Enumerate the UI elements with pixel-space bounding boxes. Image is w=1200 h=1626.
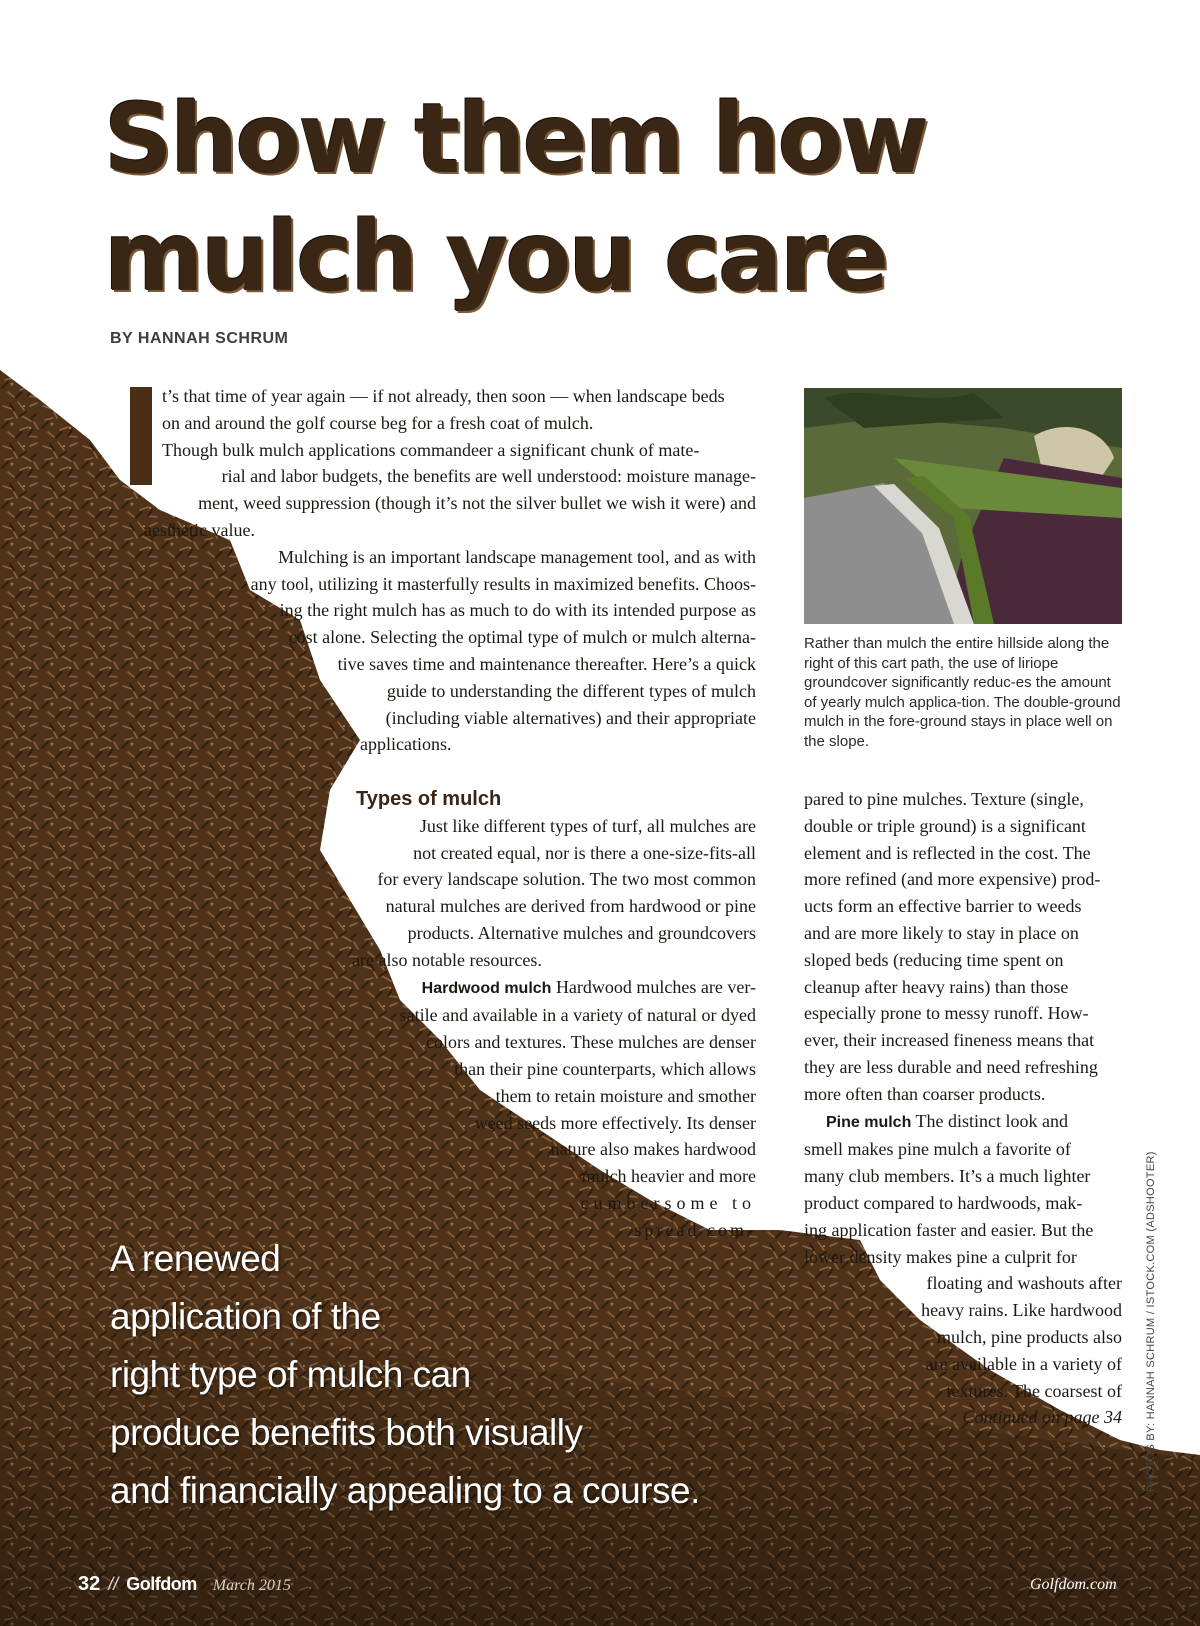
text-line: Though bulk mulch applications commandeer a significant chunk of mate- <box>162 439 700 460</box>
text-line: especially prone to messy runoff. How- <box>804 1003 1089 1024</box>
pull-quote-line: and financially appealing to a course. <box>110 1470 700 1511</box>
text-line: mulch heavier and more <box>581 1166 756 1187</box>
continued-note: Continued on page 34 <box>962 1407 1122 1428</box>
text-line: heavy rains. Like hardwood <box>921 1300 1122 1321</box>
text-line: ucts form an effective barrier to weeds <box>804 896 1082 917</box>
text-line: (including viable alternatives) and their appropriate <box>385 707 756 728</box>
text-line: smell makes pine mulch a favorite of <box>804 1139 1071 1160</box>
text-fragment: Hardwood mulches are ver- <box>551 976 756 997</box>
text-line: cleanup after heavy rains) than those <box>804 976 1069 997</box>
text-line: mulch, pine products also <box>937 1326 1122 1347</box>
text-line: they are less durable and need refreshing <box>804 1056 1098 1077</box>
text-line <box>300 974 756 1003</box>
text-line: element and is reflected in the cost. The <box>804 842 1091 863</box>
pull-quote-line: A renewed <box>110 1238 281 1279</box>
article-title <box>104 80 1104 316</box>
text-line: them to retain moisture and smother <box>495 1085 756 1106</box>
footer-site: Golfdom.com <box>1030 1576 1117 1593</box>
text-line: ever, their increased fineness means that <box>804 1030 1095 1051</box>
text-line: floating and washouts after <box>926 1273 1122 1294</box>
text-line: ing the right mulch has as much to do with its intended purpose as <box>279 600 756 621</box>
text-line: for every landscape solution. The two most common <box>377 869 756 890</box>
text-line: Mulching is an important landscape management tool, and as with <box>278 546 756 567</box>
text-line: double or triple ground) is a significant <box>804 815 1086 836</box>
text-line <box>804 1108 1122 1137</box>
text-line: and are more likely to stay in place on <box>804 922 1079 943</box>
section-heading: Types of mulch <box>356 788 502 810</box>
text-line: ment, weed suppression (though it’s not the silver bullet we wish it were) and <box>198 493 756 514</box>
text-line: are available in a variety of <box>925 1353 1122 1374</box>
text-line: any tool, utilizing it masterfully results in maximized benefits. Choos- <box>250 573 756 594</box>
title-line: mulch you care <box>104 201 887 313</box>
text-line: colors and textures. These mulches are denser <box>425 1032 756 1053</box>
text-line: natural mulches are derived from hardwood or pine <box>385 896 756 917</box>
intro-text <box>130 383 756 758</box>
text-line: sloped beds (reducing time spent on <box>804 949 1064 970</box>
text-line: aesthetic value. <box>144 519 255 540</box>
footer-separator: // <box>108 1574 119 1594</box>
text-line: more often than coarser products. <box>804 1083 1046 1104</box>
text-line: textures. The coarsest of <box>946 1380 1122 1401</box>
pull-quote-line: right type of mulch can <box>110 1354 471 1395</box>
text-line: spread com- <box>634 1219 756 1240</box>
magazine-name: Golfdom <box>126 1574 197 1594</box>
text-line: cost alone. Selecting the optimal type of mulch or mulch alterna- <box>288 627 756 648</box>
text-line: are also notable resources. <box>352 949 542 970</box>
types-section <box>300 786 756 1244</box>
pull-quote-line: application of the <box>110 1296 381 1337</box>
dropcap-i: I <box>130 387 152 485</box>
hardwood-lead: Hardwood mulch <box>421 979 552 997</box>
text-line: more refined (and more expensive) prod- <box>804 869 1101 890</box>
right-column-text <box>804 786 1122 1431</box>
text-line: nature also makes hardwood <box>550 1139 756 1160</box>
issue-date: March 2015 <box>212 1577 291 1594</box>
text-line: t’s that time of year again — if not already, then soon — when landscape beds <box>162 386 725 406</box>
cart-path-photo <box>804 388 1122 624</box>
text-line: Just like different types of turf, all mulches are <box>419 815 756 836</box>
text-line: cumbersome to <box>580 1192 756 1213</box>
text-line: lower density makes pine a culprit for <box>804 1246 1077 1267</box>
footer-left <box>78 1573 291 1596</box>
text-line: than their pine counterparts, which allows <box>454 1058 756 1079</box>
pull-quote <box>110 1230 810 1520</box>
photo-credit: PHOTOS BY: HANNAH SCHRUM / ISTOCK.COM (ADSHOOTER) <box>1145 1151 1157 1492</box>
text-line: product compared to hardwoods, mak- <box>804 1192 1083 1213</box>
text-line: many club members. It’s a much lighter <box>804 1166 1091 1187</box>
text-fragment: The distinct look and <box>911 1110 1069 1131</box>
text-line: products. Alternative mulches and groundcovers <box>407 922 756 943</box>
pine-lead: Pine mulch <box>826 1113 912 1131</box>
text-line: weed seeds more effectively. Its denser <box>474 1112 756 1133</box>
pull-quote-line: produce benefits both visually <box>110 1412 583 1453</box>
text-line: on and around the golf course beg for a fresh coat of mulch. <box>162 412 594 433</box>
text-line: guide to understanding the different types of mulch <box>386 680 756 701</box>
text-line: satile and available in a variety of natural or dyed <box>399 1005 756 1026</box>
text-line: tive saves time and maintenance thereafter. Here’s a quick <box>337 653 756 674</box>
title-line: Show them how <box>104 83 927 195</box>
text-line: not created equal, nor is there a one-size-fits-all <box>413 842 756 863</box>
byline: BY HANNAH SCHRUM <box>110 330 289 347</box>
text-line: pared to pine mulches. Texture (single, <box>804 789 1084 809</box>
text-line: ing application faster and easier. But the <box>804 1219 1094 1240</box>
text-line: rial and labor budgets, the benefits are well understood: moisture manage- <box>221 466 756 487</box>
page-number: 32 <box>78 1573 101 1595</box>
photo-caption: Rather than mulch the entire hillside along the right of this cart path, the use of liriope groundcover significantly reduc-es the amount of yearly mulch applica-tion. The double-ground mulch in the fore-ground stays in place well on the slope. <box>804 635 1121 750</box>
text-line: applications. <box>360 734 452 755</box>
